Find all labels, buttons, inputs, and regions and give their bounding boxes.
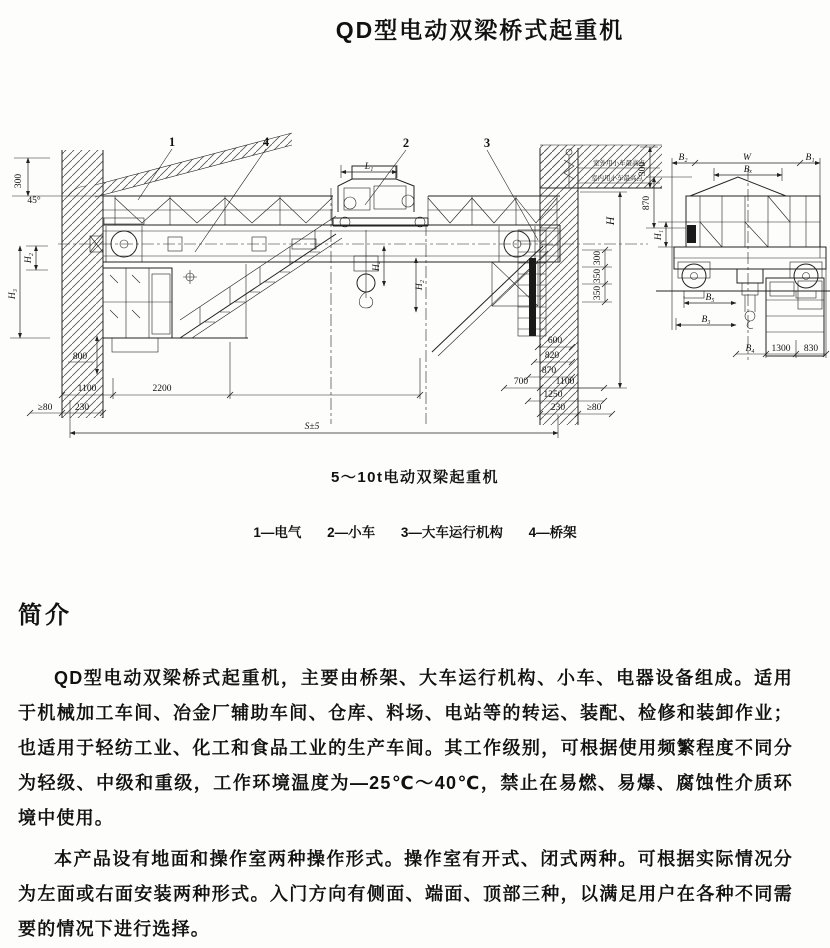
- trolley-hoist: [333, 166, 428, 308]
- dim-label-h4: H₄: [372, 260, 382, 272]
- dim-label-l1: L₁: [364, 162, 374, 172]
- dim-label-600: 600: [547, 336, 563, 346]
- callout-3-travel-mechanism: 3: [483, 136, 491, 150]
- dim-label-300-left: 300: [14, 173, 24, 189]
- dim-label-b1: B₁: [805, 153, 815, 163]
- dim-label-ge80-right: ≥80: [586, 403, 602, 413]
- dim-label-stack-300: 300: [593, 250, 603, 266]
- note-outdoor-trolley: 室外用小车最高点: [593, 160, 645, 167]
- dim-label-h2-mid: H₂: [415, 279, 425, 291]
- figure-legend: [0, 521, 830, 541]
- dim-label-800: 800: [72, 352, 88, 362]
- crane-technical-drawing: [0, 132, 830, 438]
- dim-label-bx: Bₓ: [743, 165, 753, 175]
- dim-label-h3: H₃: [8, 288, 18, 300]
- legend-item-trolley: 2—小车: [327, 525, 376, 540]
- legend-item-electrics: 1—电气: [253, 525, 302, 540]
- intro-paragraph-2: 本产品设有地面和操作室两种操作形式。操作室有开式、闭式两种。可根据实际情况分为左面或右面安装两种形式。入门方向有侧面、端面、顶部三种，以满足用户在各种不同需要的情况下进行选择。: [18, 849, 793, 939]
- dim-label-870-right: 870: [541, 366, 557, 376]
- operator-cab: [103, 264, 248, 352]
- dim-label-230-left: 230: [74, 403, 90, 413]
- dim-label-2200: 2200: [152, 384, 172, 394]
- dim-label-h2-left: H₂: [24, 252, 34, 264]
- dim-label-300-top-right: 300: [638, 161, 648, 177]
- intro-text: [18, 661, 793, 947]
- dim-label-span-s5: S±5: [304, 422, 320, 432]
- note-indoor-trolley: 室内用小车最高点: [591, 175, 643, 182]
- dim-label-w: W: [743, 153, 751, 163]
- legend-item-travel-mechanism: 3—大车运行机构: [400, 525, 503, 540]
- dim-label-1250: 1250: [543, 390, 563, 400]
- dim-label-820: 820: [544, 351, 560, 361]
- dim-label-stack-350a: 350: [593, 268, 603, 284]
- break-lines: [331, 188, 426, 424]
- dim-label-1300: 1300: [771, 344, 791, 354]
- dim-label-h1: H₁: [654, 229, 664, 241]
- dim-label-45deg: 45°: [27, 196, 41, 206]
- stairway: [180, 216, 342, 338]
- dim-label-230-right: 230: [550, 403, 566, 413]
- dim-label-870-side: 870: [642, 195, 652, 211]
- side-view: [642, 153, 830, 360]
- page-title: QD型电动双梁桥式起重机: [335, 17, 625, 43]
- dim-label-1100-right: 1100: [555, 377, 575, 387]
- legend-item-bridge-frame: 4—桥架: [528, 525, 577, 540]
- dim-label-b2: B₂: [678, 153, 688, 163]
- dim-label-1100-left: 1100: [77, 384, 97, 394]
- callout-2-trolley: 2: [402, 136, 410, 150]
- dim-label-h: H: [605, 216, 617, 226]
- callout-4-bridge: 4: [262, 135, 270, 149]
- dim-label-b3: B₃: [701, 315, 711, 325]
- end-truck-right: [432, 226, 558, 356]
- intro-paragraph-1: QD型电动双梁桥式起重机，主要由桥架、大车运行机构、小车、电器设备组成。适用于机械加工车间、冶金厂辅助车间、仓库、料场、电站等的转运、装配、检修和装卸作业；也适用于轻纺工业、化工和食品工业的生产车间。其工作级别，可根据使用频繁程度不同分为轻级、中级和重级，工作环境温度为—25℃～40℃，禁止在易燃、易爆、腐蚀性介质环境中使用。: [18, 668, 793, 828]
- callout-1-electrics: 1: [168, 135, 176, 149]
- section-heading: 简介: [18, 602, 72, 629]
- dim-label-b4: B₄: [745, 344, 755, 354]
- dim-label-ge80-left: ≥80: [37, 403, 53, 413]
- dim-label-700: 700: [513, 377, 529, 387]
- dim-label-b5: B₅: [705, 293, 715, 303]
- crane-drawing-svg: [0, 132, 830, 438]
- dim-label-830: 830: [803, 344, 819, 354]
- dim-label-stack-350b: 350: [593, 285, 603, 301]
- figure-caption: 5～10t电动双梁起重机: [330, 469, 500, 486]
